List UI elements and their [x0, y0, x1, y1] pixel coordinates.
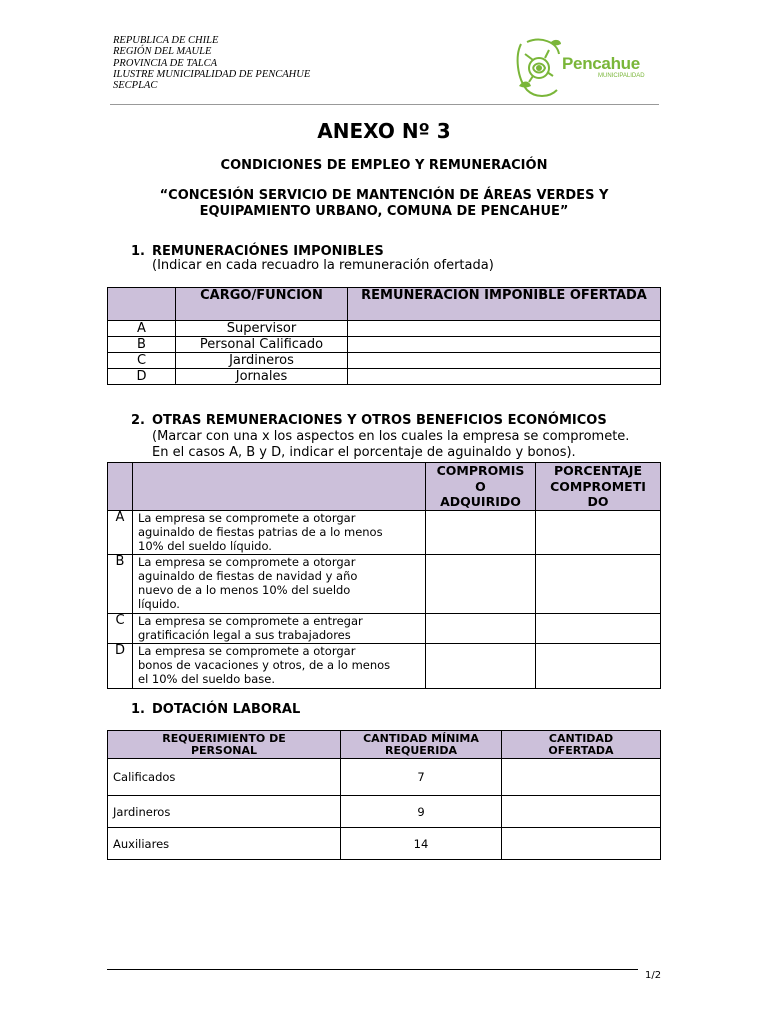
- section-title: REMUNERACIÓNES IMPONIBLES: [152, 244, 384, 259]
- column-header: [341, 731, 502, 759]
- header-line: PERSONAL: [190, 744, 258, 757]
- header-line: COMPROMETI: [550, 478, 646, 494]
- cargo-cell: Supervisor: [176, 321, 348, 337]
- header-line: PORCENTAJE: [553, 463, 642, 478]
- column-header-empty: [133, 463, 426, 511]
- column-header: [502, 731, 661, 759]
- header-line: ILUSTRE MUNICIPALIDAD DE PENCAHUE: [113, 68, 311, 80]
- porcentaje-cell[interactable]: [536, 614, 661, 644]
- table-row: [108, 337, 661, 353]
- table-row: [108, 511, 661, 555]
- porcentaje-cell[interactable]: [536, 555, 661, 614]
- compromiso-cell[interactable]: [426, 644, 536, 689]
- table-row: [108, 353, 661, 369]
- remuneracion-cell[interactable]: [348, 369, 661, 385]
- text-line: La empresa se compromete a entregar: [138, 614, 363, 628]
- text-line: aguinaldo de fiestas de navidad y año: [138, 569, 358, 583]
- text-line: bonos de vacaciones y otros, de a lo menos: [138, 658, 391, 672]
- header-line: REPUBLICA DE CHILE: [113, 35, 219, 46]
- compromiso-cell[interactable]: [426, 614, 536, 644]
- page-subtitle: CONDICIONES DE EMPLEO Y REMUNERACIÓN: [220, 158, 548, 173]
- row-letter: C: [108, 353, 176, 369]
- cantidad-minima-cell: 9: [341, 796, 502, 828]
- text-line: líquido.: [138, 597, 180, 611]
- row-letter: A: [108, 321, 176, 337]
- requerimiento-cell: Calificados: [108, 759, 341, 796]
- header-line: OFERTADA: [548, 744, 614, 757]
- dotacion-table: [107, 730, 661, 860]
- header-line: CANTIDAD MÍNIMA: [363, 732, 479, 745]
- benefit-text: [133, 511, 426, 555]
- table-row: [108, 759, 661, 796]
- column-header-porcentaje: [536, 463, 661, 511]
- column-header: [108, 288, 176, 321]
- remuneracion-cell[interactable]: [348, 353, 661, 369]
- table-row: [108, 369, 661, 385]
- column-header-empty: [108, 463, 133, 511]
- text-line: La empresa se compromete a otorgar: [138, 555, 356, 569]
- section-note: (Marcar con una x los aspectos en los cuales la empresa se compromete.: [152, 429, 630, 444]
- section-number: 2.: [131, 413, 145, 428]
- section-note: (Indicar en cada recuadro la remuneración ofertada): [152, 258, 494, 273]
- header-line: DO: [587, 494, 609, 509]
- logo-text: Pencahue: [562, 54, 640, 73]
- table-row: [108, 555, 661, 614]
- requerimiento-cell: Auxiliares: [108, 828, 341, 860]
- text-line: La empresa se compromete a otorgar: [138, 511, 356, 525]
- benefit-text: [133, 644, 426, 689]
- section-note: En el casos A, B y D, indicar el porcentaje de aguinaldo y bonos).: [152, 445, 576, 460]
- page-title: ANEXO Nº 3: [317, 119, 451, 143]
- text-line: 10% del sueldo líquido.: [138, 539, 272, 553]
- text-line: La empresa se compromete a otorgar: [138, 644, 356, 658]
- text-line: aguinaldo de fiestas patrias de a lo menos: [138, 525, 383, 539]
- remuneracion-cell[interactable]: [348, 337, 661, 353]
- header-line: O: [475, 478, 486, 494]
- row-letter: B: [108, 555, 133, 614]
- header-line: REGIÓN DEL MAULE: [113, 46, 212, 58]
- section-title: OTRAS REMUNERACIONES Y OTROS BENEFICIOS ECONÓMICOS: [152, 413, 607, 428]
- text-line: gratificación legal a sus trabajadores: [138, 628, 351, 642]
- column-header: REMUNERACION IMPONIBLE OFERTADA: [348, 288, 661, 321]
- page-number: 1/2: [645, 970, 662, 981]
- cantidad-ofertada-cell[interactable]: [502, 828, 661, 860]
- porcentaje-cell[interactable]: [536, 511, 661, 555]
- cantidad-ofertada-cell[interactable]: [502, 796, 661, 828]
- header-line: COMPROMIS: [436, 463, 525, 478]
- table-row: [108, 644, 661, 689]
- footer-divider: [107, 969, 638, 970]
- table-row: [108, 321, 661, 337]
- section-number: 1.: [131, 244, 145, 259]
- institution-header: [113, 35, 310, 91]
- header-line: ADQUIRIDO: [440, 494, 521, 509]
- logo-subtext: MUNICIPALIDAD: [598, 73, 645, 79]
- concession-title-line1: “CONCESIÓN SERVICIO DE MANTENCIÓN DE ÁREAS VERDES Y: [159, 188, 609, 203]
- row-letter: D: [108, 644, 133, 689]
- column-header: CARGO/FUNCION: [176, 288, 348, 321]
- header-line: SECPLAC: [113, 80, 158, 92]
- header-line: PROVINCIA DE TALCA: [113, 57, 218, 69]
- row-letter: D: [108, 369, 176, 385]
- table-row: [108, 828, 661, 860]
- cantidad-minima-cell: 7: [341, 759, 502, 796]
- column-header: [108, 731, 341, 759]
- row-letter: B: [108, 337, 176, 353]
- cargo-cell: Jornales: [176, 369, 348, 385]
- porcentaje-cell[interactable]: [536, 644, 661, 689]
- cargo-cell: Jardineros: [176, 353, 348, 369]
- table-row: [108, 796, 661, 828]
- header-line: REQUERIMIENTO DE: [162, 732, 286, 745]
- header-divider: [110, 104, 659, 105]
- section-number: 1.: [131, 702, 145, 717]
- text-line: nuevo de a lo menos 10% del sueldo: [138, 583, 351, 597]
- benefit-text: [133, 555, 426, 614]
- header-line: CANTIDAD: [548, 732, 614, 745]
- text-line: el 10% del sueldo base.: [138, 672, 275, 686]
- remuneraciones-table: [107, 287, 661, 385]
- compromiso-cell[interactable]: [426, 511, 536, 555]
- table-row: [108, 614, 661, 644]
- cantidad-ofertada-cell[interactable]: [502, 759, 661, 796]
- concession-title-line2: EQUIPAMIENTO URBANO, COMUNA DE PENCAHUE”: [199, 204, 569, 219]
- row-letter: A: [108, 511, 133, 555]
- cargo-cell: Personal Calificado: [176, 337, 348, 353]
- compromiso-cell[interactable]: [426, 555, 536, 614]
- requerimiento-cell: Jardineros: [108, 796, 341, 828]
- row-letter: C: [108, 614, 133, 644]
- header-line: REQUERIDA: [385, 744, 457, 757]
- beneficios-table: [107, 462, 661, 689]
- section-title: DOTACIÓN LABORAL: [152, 702, 301, 717]
- remuneracion-cell[interactable]: [348, 321, 661, 337]
- cantidad-minima-cell: 14: [341, 828, 502, 860]
- column-header-compromiso: [426, 463, 536, 511]
- benefit-text: [133, 614, 426, 644]
